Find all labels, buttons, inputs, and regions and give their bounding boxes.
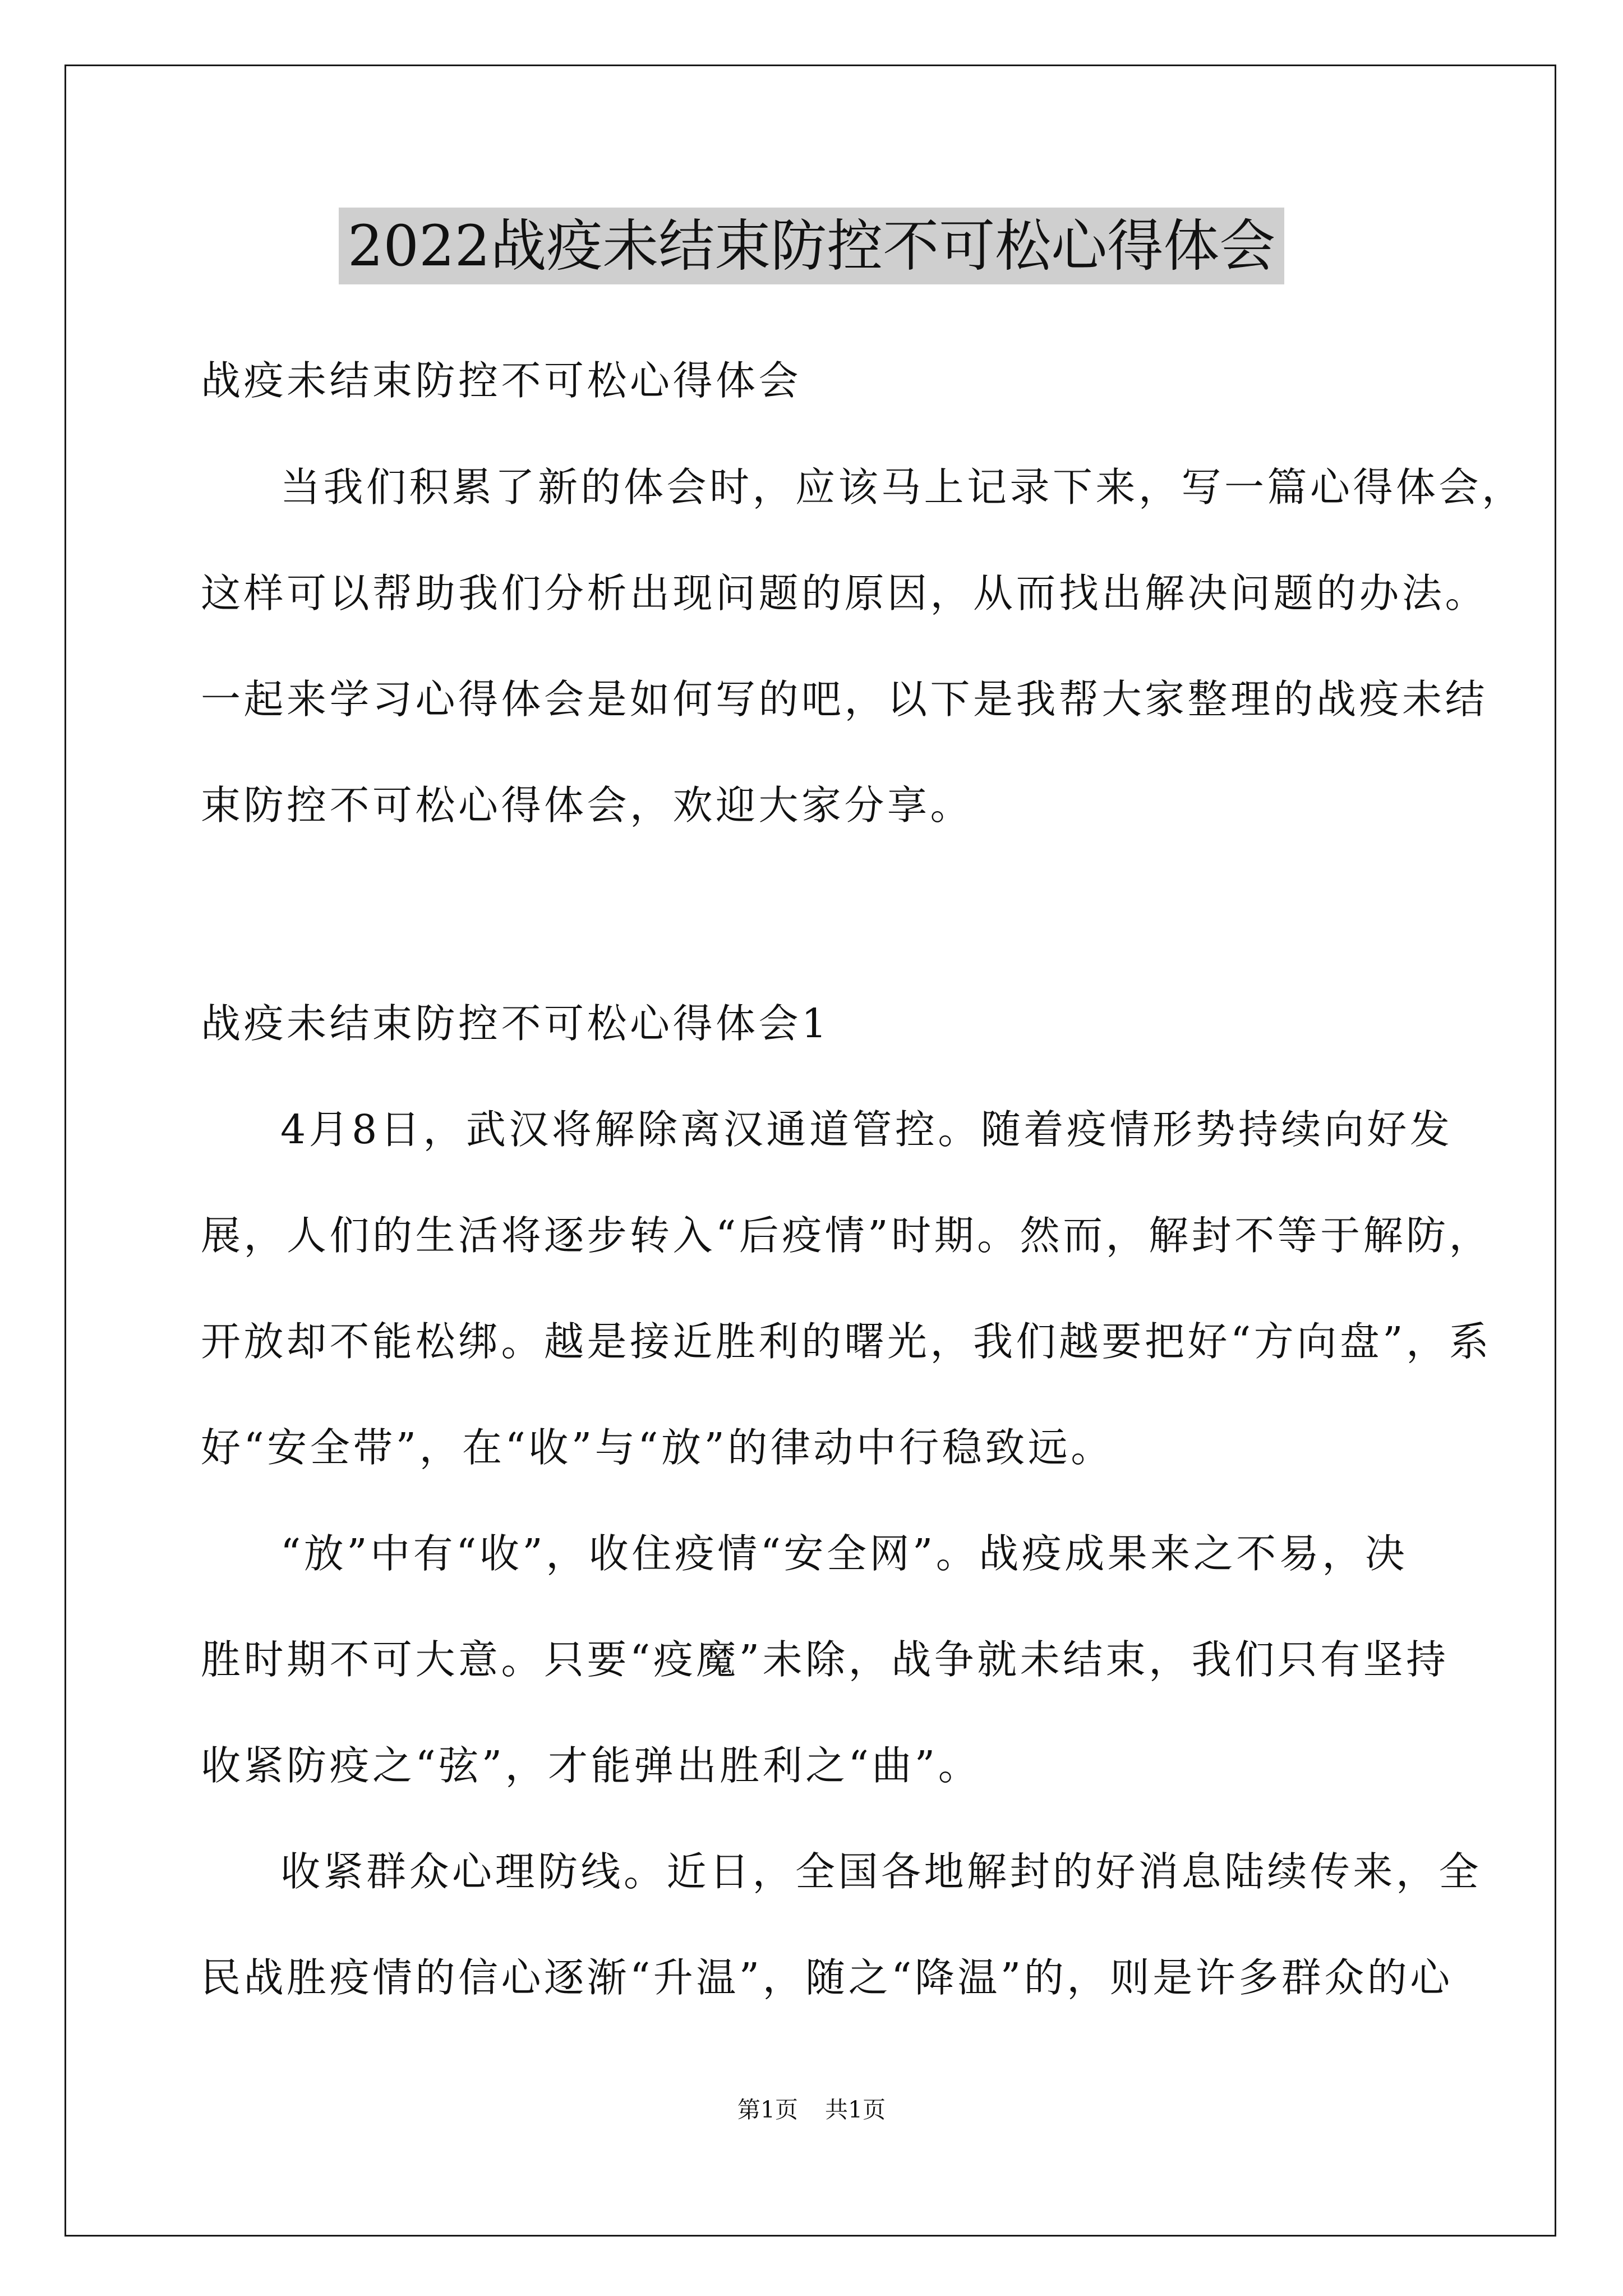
paragraph-line: 民战胜疫情的信心逐渐“升温”，随之“降温”的，则是许多群众的心	[201, 1954, 1453, 2001]
paragraph-line: 展，人们的生活将逐步转入“后疫情”时期。然而，解封不等于解防，	[201, 1212, 1492, 1259]
section-heading: 战疫未结束防控不可松心得体会1	[201, 1000, 830, 1047]
paragraph-line: 当我们积累了新的体会时，应该马上记录下来，写一篇心得体会，	[280, 464, 1525, 510]
paragraph-line: 收紧防疫之“弦”，才能弹出胜利之“曲”。	[201, 1742, 981, 1789]
paragraph-line: 束防控不可松心得体会，欢迎大家分享。	[201, 782, 974, 829]
subtitle-line: 战疫未结束防控不可松心得体会	[201, 357, 802, 404]
paragraph-line: 好“安全带”，在“收”与“放”的律动中行稳致远。	[201, 1424, 1114, 1471]
document-title: 2022战疫未结束防控不可松心得体会	[339, 208, 1285, 284]
title-container	[0, 208, 1623, 284]
paragraph-line: 胜时期不可大意。只要“疫魔”未除，战争就未结束，我们只有坚持	[201, 1636, 1449, 1683]
page-total-label: 共1页	[825, 2096, 886, 2123]
paragraph-line: 4月8日，武汉将解除离汉通道管控。随着疫情形势持续向好发	[280, 1106, 1453, 1153]
paragraph-line: “放”中有“收”，收住疫情“安全网”。战疫成果来之不易，决	[280, 1530, 1408, 1577]
paragraph-line: 这样可以帮助我们分析出现问题的原因，从而找出解决问题的办法。	[201, 570, 1488, 616]
paragraph-line: 收紧群众心理防线。近日，全国各地解封的好消息陆续传来，全	[280, 1848, 1482, 1895]
paragraph-line: 开放却不能松绑。越是接近胜利的曙光，我们越要把好“方向盘”，系	[201, 1318, 1492, 1365]
paragraph-line: 一起来学习心得体会是如何写的吧，以下是我帮大家整理的战疫未结	[201, 676, 1488, 723]
page-number-label: 第1页	[737, 2096, 798, 2123]
page-footer	[0, 2096, 1623, 2123]
